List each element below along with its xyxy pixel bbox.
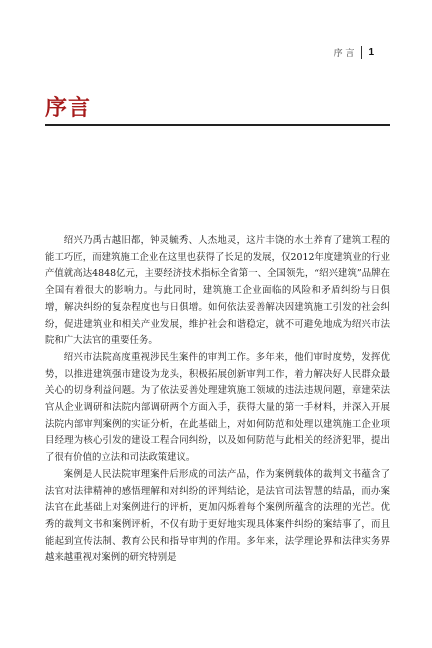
paragraph-1: 绍兴乃禹古越旧都，钟灵毓秀、人杰地灵，这片丰饶的水土养育了建筑工程的能工巧匠，而建筑施工企业在这里也获得了长足的发展，仅2012年度建筑业的行业产值就高达4848亿元，主要经济技术指标全省第一、全国领先，“绍兴建筑”品牌在全国有着很大的影响力。与此同时，建筑施工企业面临的风险和矛盾纠纷与日俱增，解决纠纷的复杂程度也与日俱增。如何依法妥善解决因建筑施工引发的社会纠纷，促进建筑业和相关产业发展，维护社会和谐稳定，就不可避免地成为绍兴市法院和广大法官的重要任务。	[45, 235, 390, 347]
body-text	[45, 233, 390, 567]
chapter-title: 序言	[45, 95, 92, 121]
page-number: 1	[368, 47, 374, 58]
paragraph-2: 绍兴市法院高度重视涉民生案件的审判工作。多年来，他们审时度势，发挥优势，以推进建筑强市建设为龙头，积极拓展创新审判工作，着力解决好人民群众最关心的切身利益问题。为了依法妥善处理建筑施工领域的违法违规问题，章建荣法官从企业调研和法院内部调研两个方面入手，获得大量的第一手材料，并深入开展法院内部审判案例的实证分析，在此基础上，对如何防范和处理以建筑施工企业项目经理为核心引发的建设工程合同纠纷，以及如何防范与此相关的经济犯罪，提出了很有价值的立法和司法政策建议。	[45, 351, 390, 464]
title-divider	[45, 124, 390, 126]
header-divider	[361, 46, 362, 59]
paragraph-3: 案例是人民法院审理案件后形成的司法产品，作为案例载体的裁判文书蕴含了法官对法律精神的感悟理解和对纠纷的评判结论，是法官司法智慧的结晶，而办案法官在此基础上对案例进行的评析，更加闪烁着每个案例所蕴含的法理的光芒。优秀的裁判文书和案例评析，不仅有助于更好地实现具体案件纠纷的案结事了，而且能起到宣传法制、教育公民和指导审判的作用。多年来，法学理论界和法律实务界越来越重视对案例的研究特别是	[45, 468, 390, 564]
section-title: 序 言	[333, 49, 355, 59]
running-header	[334, 46, 374, 59]
